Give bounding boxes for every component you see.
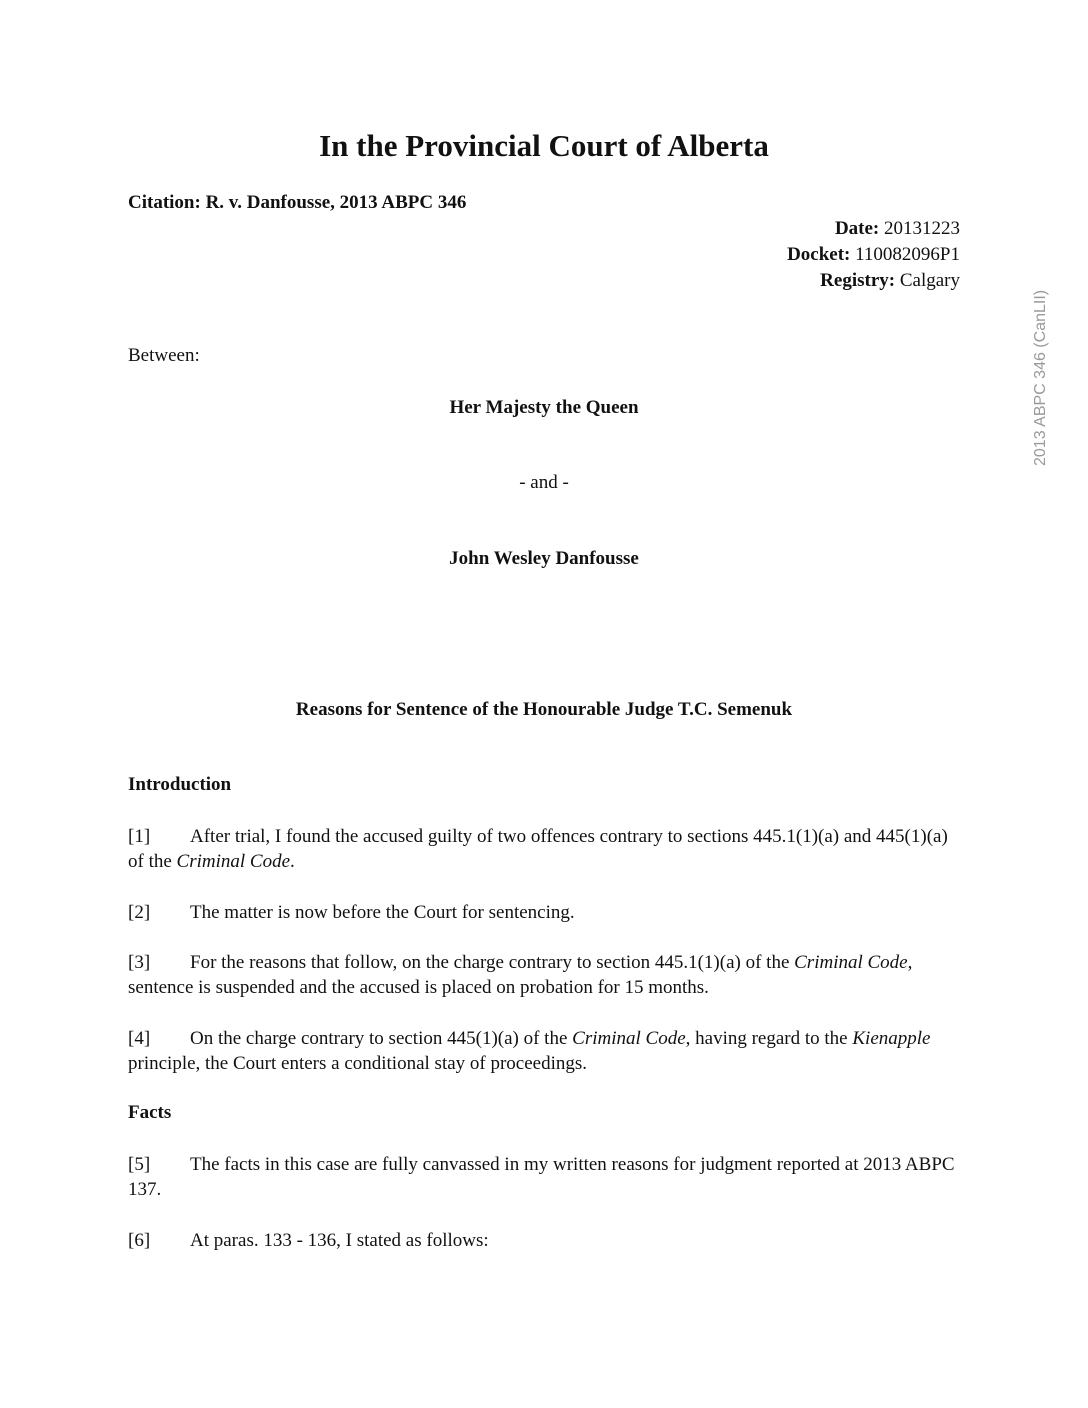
- reasons-heading: Reasons for Sentence of the Honourable Judge T.C. Semenuk: [295, 699, 793, 720]
- registry-line: [820, 270, 960, 292]
- docket-label: Docket:: [787, 244, 851, 265]
- registry-value: Calgary: [899, 270, 960, 291]
- paragraph-3: [3] For the reasons that follow, on the charge contrary to section 445.1(1)(a) of the Criminal Code, sentence is suspended and the accused is placed on probation for 15 months.: [128, 952, 913, 998]
- docket-line: [787, 244, 960, 266]
- paragraph-1: [1] After trial, I found the accused guilty of two offences contrary to sections 445.1(1)(a) and 445(1)(a) of the Criminal Code.: [128, 826, 948, 872]
- paragraph-number: [5]: [128, 1154, 151, 1175]
- docket-value: 110082096P1: [855, 244, 960, 265]
- court-title: In the Provincial Court of Alberta: [319, 128, 769, 163]
- paragraph-2: [2] The matter is now before the Court for sentencing.: [128, 902, 575, 923]
- paragraph-number: [1]: [128, 826, 151, 847]
- paragraph-5: [5] The facts in this case are fully canvassed in my written reasons for judgment reported at 2013 ABPC 137.: [128, 1154, 955, 1200]
- canlii-watermark: 2013 ABPC 346 (CanLII): [1032, 289, 1049, 466]
- party-crown: Her Majesty the Queen: [449, 397, 639, 418]
- and-separator: - and -: [519, 472, 569, 493]
- paragraph-number: [2]: [128, 902, 151, 923]
- paragraph-6: [6] At paras. 133 - 136, I stated as follows:: [128, 1230, 489, 1251]
- paragraph-number: [6]: [128, 1230, 151, 1251]
- citation: Citation: R. v. Danfousse, 2013 ABPC 346: [128, 192, 467, 213]
- date-label: Date:: [834, 218, 880, 239]
- section-introduction: Introduction: [128, 774, 232, 795]
- between-label: Between:: [128, 345, 200, 366]
- paragraph-number: [3]: [128, 952, 151, 973]
- date-line: [835, 218, 960, 240]
- paragraph-number: [4]: [128, 1028, 151, 1049]
- paragraph-4: [4] On the charge contrary to section 445(1)(a) of the Criminal Code, having regard to the Kienapple principle, the Court enters a conditional stay of proceedings.: [128, 1028, 931, 1074]
- registry-label: Registry:: [820, 270, 896, 291]
- date-value: 20131223: [884, 218, 960, 239]
- section-facts: Facts: [128, 1102, 172, 1123]
- party-accused: John Wesley Danfousse: [449, 548, 639, 569]
